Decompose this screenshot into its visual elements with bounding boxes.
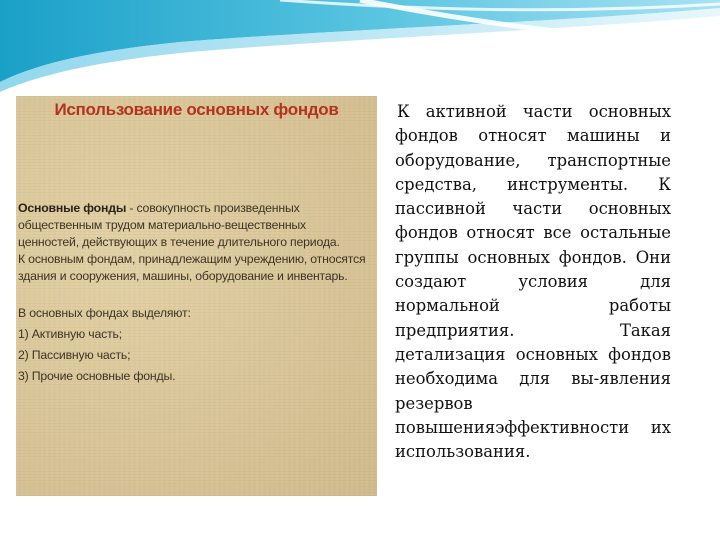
- scanned-slide-body: [18, 200, 370, 387]
- list-item: 1) Активную часть;: [18, 327, 122, 341]
- definition-term: Основные фонды: [18, 201, 127, 215]
- scanned-paragraph-2: К основным фондам, принадлежащим учреждению, относятся здания и сооружения, машины, оборудование и инвентарь.: [18, 252, 366, 283]
- body-text-paragraph: К активной части основных фондов относят машины и оборудование, транспортные средства, инструменты. К пассивной части основных фондов относят все остальные группы основных фондов. Они создают условия для нормальной работы предприятия. Такая детализация основных фондов необходима для вы-явления резервов повышенияэффективности их использования.: [395, 102, 671, 462]
- definition-paragraph: [18, 200, 370, 251]
- scanned-slide-title: Использование основных фондов: [54, 100, 339, 119]
- header-swoosh-decoration: [0, 0, 720, 95]
- list-item: 3) Прочие основные фонды.: [18, 369, 176, 383]
- list-intro: В основных фондах выделяют:: [18, 306, 191, 320]
- scanned-slide-image: [16, 96, 377, 496]
- list-item: 2) Пассивную часть;: [18, 348, 131, 362]
- fund-parts-list: [18, 324, 370, 387]
- definition-text: - совокупность произведенных общественным трудом материально-вещественных ценностей, действующих в течение длительного периода.: [18, 201, 340, 249]
